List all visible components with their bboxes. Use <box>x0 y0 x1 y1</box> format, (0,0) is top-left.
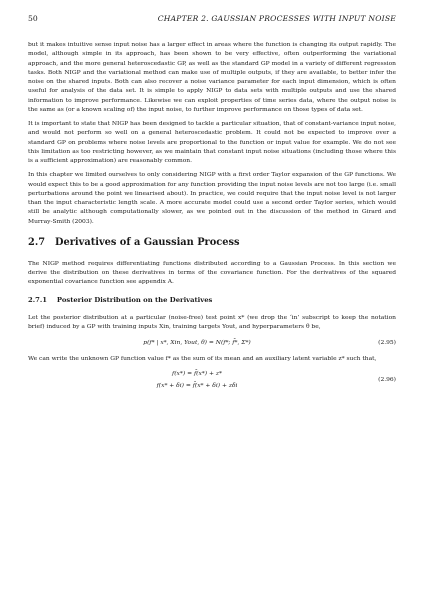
running-title: CHAPTER 2. GAUSSIAN PROCESSES WITH INPUT NOISE <box>157 14 396 23</box>
equation-2-96-line-2: f(x* + δi) = f̄(x* + δi) + zδi <box>156 382 238 390</box>
equation-2-96 <box>28 368 396 394</box>
section-paragraph: The NIGP method requires differentiating functions distributed according to a Gaussian Process. In this section we derive the distribution on these derivatives in terms of the covariance function. For the derivatives of the squared exponential covariance function see appendix A. <box>28 259 396 286</box>
page-body <box>28 40 396 398</box>
equation-2-95 <box>28 336 396 350</box>
subsection-number: 2.7.1 <box>28 295 47 304</box>
page-number: 50 <box>28 14 38 23</box>
equation-2-95-body: p(f* | x*, Xin, Yout, θ) = N(f*; f̄*, Σ*) <box>143 339 251 346</box>
section-number: 2.7 <box>28 236 46 248</box>
equation-2-95-number: (2.95) <box>378 339 396 346</box>
paragraph-intro-1: but it makes intuitive sense input noise has a larger effect in areas where the function is changing its output rapidly. The model, although simple in its approach, has been shown to be very effective, often outperforming the variational approach, and the more general heteroscedastic GP, as well as the standard GP model in a variety of different regression tasks. Both NIGP and the variational method can make use of multiple outputs, if they are available, to better infer the noise on the shared inputs. Both can also recover a noise variance parameter for each input dimension, which is often useful for analysis of the data set. It is simple to apply NIGP to data sets with multiple outputs and use the shared information to improve performance. Likewise we can exploit properties of time series data, where the output noise is the same as (or a known scaling of) the input noise, to further improve performance on those types of data set. <box>28 41 396 113</box>
paragraph-intro-2: It is important to state that NIGP has been designed to tackle a particular situation, that of constant-variance input noise, and would not perform so well on a general heteroscedastic problem. It could not be expected to improve over a standard GP on problems where noise levels are proportional to the function or input value for example. We do not see this limitation as too restricting however, as we maintain that constant input noise situations (including those where this is a sufficient approximation) are reasonably common. <box>28 120 396 164</box>
section-heading <box>28 237 396 249</box>
subsection-paragraph-2: We can write the unknown GP function value f* as the sum of its mean and an auxiliary latent variable z* such that, <box>28 355 377 362</box>
subsection-title: Posterior Distribution on the Derivatives <box>56 295 213 304</box>
subsection-paragraph-1: Let the posterior distribution at a particular (noise-free) test point x* (we drop the ‘in’ subscript to keep the notation brief) induced by a GP with training inputs Xin, training targets Yout, and hyperparameters θ be, <box>28 313 396 330</box>
equation-2-96-number: (2.96) <box>378 376 396 384</box>
section-title: Derivatives of a Gaussian Process <box>55 236 240 248</box>
subsection-heading <box>28 295 396 305</box>
paragraph-intro-3: In this chapter we limited ourselves to only considering NIGP with a first order Taylor expansion of the GP functions. We would expect this to be a good approximation for any function providing the input noise levels are not too large (i.e. small perturbations around the point we linearised about). In practice, we could require that the input noise level is not larger than the input characteristic length scale. A more accurate model could use a second order Taylor series, which would still be analytic although computationally slower, as we pointed out in the discussion of the method in Girard and Murray-Smith (2003). <box>28 171 396 225</box>
equation-2-96-line-1: f(x*) = f̄(x*) + z* <box>172 370 222 378</box>
